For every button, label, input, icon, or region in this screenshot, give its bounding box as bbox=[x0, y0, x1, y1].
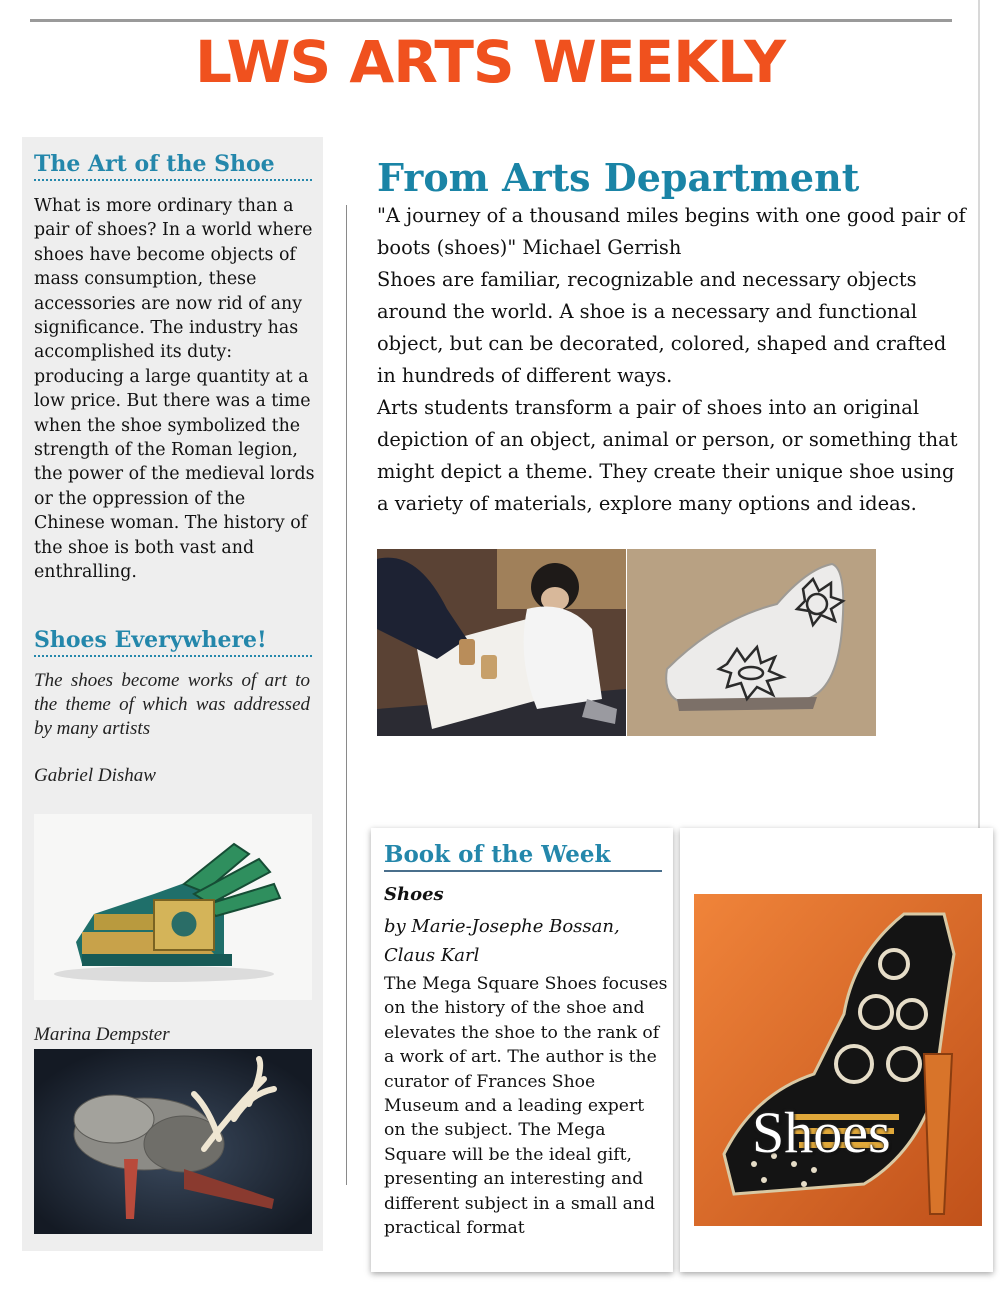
main-paragraph-2: Arts students transform a pair of shoes into an original depiction of an object, animal or person, or something that might depict a theme. They create their unique shoe using a variety of materials, explore many options and ideas. bbox=[377, 396, 958, 515]
photo-painted-shoe bbox=[627, 549, 876, 736]
book-of-week-heading: Book of the Week bbox=[384, 840, 662, 872]
main-heading: From Arts Department bbox=[377, 155, 860, 200]
book-cover-card bbox=[680, 828, 993, 1272]
mechanical-shoe-illustration bbox=[34, 814, 312, 1000]
book-author: by Marie-Josephe Bossan, Claus Karl bbox=[384, 916, 620, 966]
photo-antler-shoe bbox=[34, 1049, 312, 1234]
artist-caption-dishaw: Gabriel Dishaw bbox=[34, 765, 156, 786]
masthead-title: LWS ARTS WEEKLY bbox=[195, 28, 785, 96]
book-description: The Mega Square Shoes focuses on the history of the shoe and elevates the shoe to the rank of a work of art. The author is the curator of Frances Shoe Museum and a leading expert on the subject. The Mega Square will be the ideal gift, presenting an interesting and different subject in a small and practical format bbox=[384, 974, 668, 1239]
painted-shoe-illustration bbox=[627, 549, 876, 736]
main-article bbox=[377, 200, 967, 520]
photo-mechanical-shoe bbox=[34, 814, 312, 1000]
artist-caption-dempster: Marina Dempster bbox=[34, 1024, 170, 1045]
top-rule bbox=[30, 19, 952, 22]
book-cover-title: Shoes bbox=[752, 1100, 891, 1165]
sidebar-article-text: What is more ordinary than a pair of shoes? In a world where shoes have become objects of mass consumption, these accessories are now rid of any significance. The industry has accomplished its duty: producing a large quantity at a low price. But there was a time when the shoe symbolized the strength of the Roman legion, the power of the medieval lords or the oppression of the Chinese woman. The history of the shoe is both vast and enthralling. bbox=[34, 196, 315, 583]
antler-shoe-illustration bbox=[34, 1049, 312, 1234]
sidebar-quote: The shoes become works of art to the theme of which was addressed by many artists bbox=[34, 670, 310, 739]
sidebar-heading-shoes-everywhere: Shoes Everywhere! bbox=[34, 625, 312, 657]
sidebar bbox=[22, 137, 323, 1251]
column-divider bbox=[346, 205, 347, 1185]
main-paragraph-1: Shoes are familiar, recognizable and necessary objects around the world. A shoe is a necessary and functional object, but can be decorated, colored, shaped and crafted in hundreds of different ways. bbox=[377, 268, 947, 387]
student-illustration bbox=[377, 549, 626, 736]
high-heel-illustration bbox=[694, 894, 982, 1226]
book-of-week-card bbox=[371, 828, 673, 1272]
book-cover-image bbox=[694, 894, 982, 1226]
photo-student-working bbox=[377, 549, 626, 736]
book-title: Shoes bbox=[384, 884, 444, 905]
sidebar-heading-art-of-shoe: The Art of the Shoe bbox=[34, 149, 312, 181]
main-quote: "A journey of a thousand miles begins with one good pair of boots (shoes)" Michael Gerrish bbox=[377, 204, 966, 259]
